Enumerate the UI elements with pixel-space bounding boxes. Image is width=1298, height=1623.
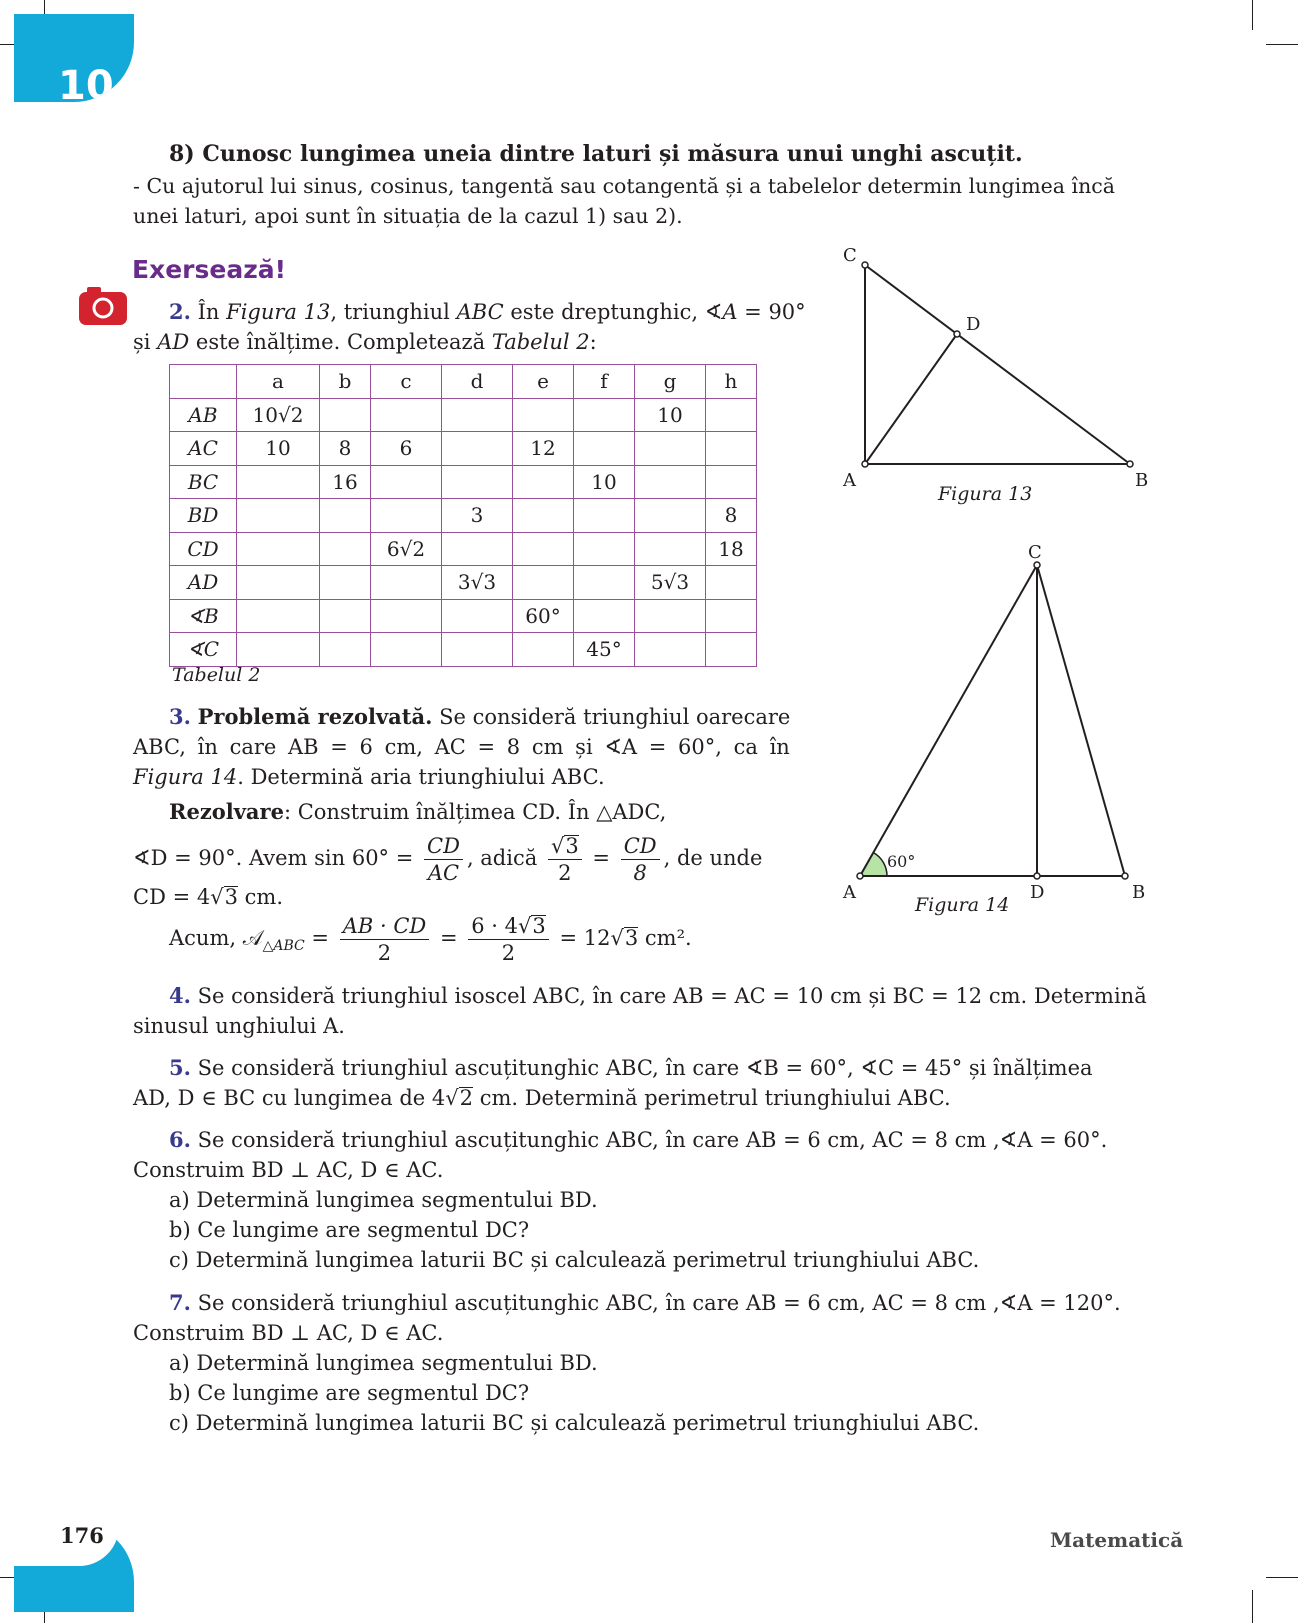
ex3-area xyxy=(169,908,692,976)
table-cell xyxy=(513,633,574,667)
sqrt-sign: √ xyxy=(550,834,565,858)
ex6-part-a: a) Determină lungimea segmentului BD. xyxy=(169,1188,598,1212)
table-2 xyxy=(169,364,757,667)
table-cell xyxy=(320,566,371,600)
table-cell xyxy=(320,633,371,667)
case8-line1: - Cu ajutorul lui sinus, cosinus, tangentă sau cotangentă și a tabelelor determin lungimea încă xyxy=(133,174,1115,198)
table-cell xyxy=(706,432,757,466)
table-cell xyxy=(371,465,442,499)
numerator xyxy=(468,913,549,940)
radicand: 3 xyxy=(624,926,639,950)
table-cell: 18 xyxy=(706,532,757,566)
page-number: 176 xyxy=(60,1523,104,1548)
column-header: b xyxy=(320,365,371,399)
figure-caption: Figura 13 xyxy=(938,483,1033,505)
ex5-line1 xyxy=(169,1053,1093,1083)
text: ABC xyxy=(456,300,504,324)
text: , adică xyxy=(466,846,538,870)
table-cell xyxy=(513,532,574,566)
table-cell xyxy=(706,599,757,633)
table-header-row xyxy=(170,365,757,399)
crop-mark xyxy=(1252,0,1253,30)
text: CD = 4 xyxy=(133,885,211,909)
table-cell xyxy=(635,432,706,466)
table-row xyxy=(170,566,757,600)
ex2-line1 xyxy=(169,297,806,327)
table-row xyxy=(170,599,757,633)
vertex-label: D xyxy=(966,314,981,335)
figure-ref: Figura 14 xyxy=(133,765,238,789)
table-cell: 6 xyxy=(371,432,442,466)
table-cell xyxy=(442,465,513,499)
denominator: 8 xyxy=(633,861,647,885)
vertex-label: B xyxy=(1132,882,1146,903)
text: Se consideră triunghiul ascuțitunghic ABC, în care ∢B = 60°, ∢C = 45° și înălțimea xyxy=(197,1056,1093,1080)
crop-mark xyxy=(1252,1590,1253,1623)
table-cell xyxy=(635,499,706,533)
row-header: AC xyxy=(170,432,237,466)
figure-ref: Figura 13 xyxy=(226,300,331,324)
text: Se consideră triunghiul ascuțitunghic ABC, în care AB = 6 cm, AC = 8 cm ,∢A = 60°. xyxy=(197,1128,1108,1152)
table-cell xyxy=(371,566,442,600)
denominator: AC xyxy=(427,861,460,885)
table-row xyxy=(170,398,757,432)
text: Se consideră triunghiul isoscel ABC, în care AB = AC = 10 cm și BC = 12 cm. Determină xyxy=(197,984,1147,1008)
figure-13 xyxy=(830,240,1150,510)
row-header: AB xyxy=(170,398,237,432)
sqrt-sign: √ xyxy=(610,926,624,950)
denominator: 2 xyxy=(558,861,572,885)
exercise-number: 5. xyxy=(169,1055,191,1080)
table-cell xyxy=(320,599,371,633)
figure-14 xyxy=(830,530,1150,920)
ex7-part-c: c) Determină lungimea laturii BC și calculează perimetrul triunghiului ABC. xyxy=(169,1411,980,1435)
table-cell xyxy=(635,633,706,667)
ex3-step xyxy=(133,828,762,888)
fraction xyxy=(340,913,430,966)
table-cell: 3 xyxy=(442,499,513,533)
text: : Construim înălțimea CD. În △ADC, xyxy=(283,800,667,824)
table-cell: 6√2 xyxy=(371,532,442,566)
column-header: d xyxy=(442,365,513,399)
column-header: c xyxy=(371,365,442,399)
table-cell: 10√2 xyxy=(237,398,320,432)
column-header: a xyxy=(237,365,320,399)
ex6-line1 xyxy=(169,1125,1107,1155)
text: : xyxy=(589,330,597,354)
fraction xyxy=(621,833,660,886)
text: , de unde xyxy=(663,846,763,870)
table-cell xyxy=(371,398,442,432)
crop-mark xyxy=(1266,1577,1298,1578)
radicand: 3 xyxy=(565,834,579,858)
camera-icon[interactable] xyxy=(78,286,128,326)
table-corner xyxy=(170,365,237,399)
table-cell xyxy=(706,398,757,432)
text: = xyxy=(311,926,330,950)
table-cell xyxy=(237,566,320,600)
vertex-label: D xyxy=(1030,882,1045,903)
row-header: CD xyxy=(170,532,237,566)
table-cell xyxy=(237,599,320,633)
figure-caption: Figura 14 xyxy=(915,894,1010,916)
text: cm. Determină perimetrul triunghiului ABC. xyxy=(479,1086,951,1110)
table-cell xyxy=(574,432,635,466)
table-row xyxy=(170,532,757,566)
ex4-line1 xyxy=(169,981,1147,1011)
solution-label: Rezolvare xyxy=(169,799,284,824)
table-cell xyxy=(635,465,706,499)
ex6-line2: Construim BD ⊥ AC, D ∈ AC. xyxy=(133,1158,444,1182)
text: = xyxy=(439,926,458,950)
text: cm². xyxy=(644,926,692,950)
table-cell: 5√3 xyxy=(635,566,706,600)
sqrt-sign: √ xyxy=(210,885,224,909)
radicand: 3 xyxy=(532,914,546,938)
table-cell xyxy=(442,398,513,432)
vertex-label: C xyxy=(1028,542,1042,563)
text: . Determină aria triunghiului ABC. xyxy=(237,765,605,789)
exercise-number: 2. xyxy=(169,299,191,324)
text: A xyxy=(722,300,738,324)
ex3-line1 xyxy=(169,702,790,732)
table-cell: 45° xyxy=(574,633,635,667)
table-cell xyxy=(237,465,320,499)
vertex-label: C xyxy=(843,245,857,266)
text: 6 · 4 xyxy=(471,914,518,938)
ex5-line2 xyxy=(133,1083,951,1113)
text: În xyxy=(197,300,220,324)
table-cell xyxy=(513,398,574,432)
text: Acum, 𝒜 xyxy=(169,926,263,950)
subscript: △ABC xyxy=(262,938,305,955)
ex6-part-b: b) Ce lungime are segmentul DC? xyxy=(169,1218,530,1242)
table-cell: 16 xyxy=(320,465,371,499)
table-cell xyxy=(706,633,757,667)
table-row xyxy=(170,465,757,499)
table-cell: 3√3 xyxy=(442,566,513,600)
table-cell xyxy=(442,532,513,566)
table-cell xyxy=(320,398,371,432)
table-cell xyxy=(574,566,635,600)
table-cell: 8 xyxy=(320,432,371,466)
table-cell xyxy=(574,599,635,633)
numerator: CD xyxy=(424,833,463,860)
row-header: BC xyxy=(170,465,237,499)
table-cell xyxy=(706,465,757,499)
exercise-number: 7. xyxy=(169,1290,191,1315)
table-row xyxy=(170,499,757,533)
ex3-line3 xyxy=(133,762,605,792)
table-cell: 10 xyxy=(237,432,320,466)
text: AD xyxy=(157,330,190,354)
ex3-line2: ABC, în care AB = 6 cm, AC = 8 cm și ∢A = 60°, ca în xyxy=(133,735,790,759)
table-cell xyxy=(574,532,635,566)
text: și xyxy=(133,330,151,354)
table-cell: 8 xyxy=(706,499,757,533)
exercise-number: 6. xyxy=(169,1127,191,1152)
text: = 12 xyxy=(559,926,611,950)
column-header: f xyxy=(574,365,635,399)
exercise-number: 4. xyxy=(169,983,191,1008)
table-cell xyxy=(442,599,513,633)
subject-footer: Matematică xyxy=(1050,1528,1184,1552)
table-cell xyxy=(320,532,371,566)
row-header: AD xyxy=(170,566,237,600)
vertex-label: A xyxy=(843,882,856,903)
table-row xyxy=(170,432,757,466)
column-header: e xyxy=(513,365,574,399)
row-header: ∢C xyxy=(170,633,237,667)
case8-title: 8) Cunosc lungimea uneia dintre laturi și măsura unui unghi ascuțit. xyxy=(169,141,1023,167)
chapter-tab xyxy=(14,14,134,102)
table-cell xyxy=(371,599,442,633)
table-cell xyxy=(320,499,371,533)
table-cell xyxy=(513,465,574,499)
table-cell xyxy=(635,532,706,566)
text: = xyxy=(592,846,610,870)
table-cell xyxy=(635,599,706,633)
table-cell xyxy=(237,532,320,566)
column-header: h xyxy=(706,365,757,399)
numerator: CD xyxy=(621,833,660,860)
vertex-label: A xyxy=(843,470,856,491)
text: Se consideră triunghiul ascuțitunghic ABC, în care AB = 6 cm, AC = 8 cm ,∢A = 120°. xyxy=(197,1291,1121,1315)
row-header: ∢B xyxy=(170,599,237,633)
column-header: g xyxy=(635,365,706,399)
fraction xyxy=(548,833,582,886)
table-cell: 10 xyxy=(635,398,706,432)
solved-problem-title: Problemă rezolvată. xyxy=(197,704,433,729)
table-cell xyxy=(442,633,513,667)
table-cell xyxy=(237,499,320,533)
numerator: AB · CD xyxy=(340,913,430,940)
ex7-part-b: b) Ce lungime are segmentul DC? xyxy=(169,1381,530,1405)
ex2-line2 xyxy=(133,327,597,357)
text: este dreptunghic, ∢ xyxy=(510,300,723,324)
ex4-line2: sinusul unghiului A. xyxy=(133,1014,345,1038)
ex3-solution-line xyxy=(169,797,666,827)
text: este înălțime. Completează xyxy=(195,330,486,354)
denominator: 2 xyxy=(377,941,392,965)
sqrt-sign: √ xyxy=(517,914,532,938)
table-cell xyxy=(574,499,635,533)
denominator: 2 xyxy=(501,941,516,965)
chapter-number: 10 xyxy=(58,63,114,102)
table-caption: Tabelul 2 xyxy=(172,664,261,686)
ex7-part-a: a) Determină lungimea segmentului BD. xyxy=(169,1351,598,1375)
fraction xyxy=(424,833,463,886)
text: ∢D = 90°. Avem sin 60° = xyxy=(133,846,414,870)
ex7-line1 xyxy=(169,1288,1121,1318)
ex7-line2: Construim BD ⊥ AC, D ∈ AC. xyxy=(133,1321,444,1345)
radicand: 3 xyxy=(224,885,238,909)
row-header: BD xyxy=(170,499,237,533)
text: , triunghiul xyxy=(330,300,450,324)
angle-label: 60° xyxy=(887,852,916,871)
text: = 90° xyxy=(744,300,806,324)
exercise-number: 3. xyxy=(169,704,191,729)
table-cell xyxy=(513,566,574,600)
crop-mark xyxy=(1266,44,1298,45)
text: AD, D ∈ BC cu lungimea de 4 xyxy=(133,1086,446,1110)
text: Se consideră triunghiul oarecare xyxy=(439,705,791,729)
table-cell xyxy=(442,432,513,466)
table-cell xyxy=(371,499,442,533)
table-cell: 12 xyxy=(513,432,574,466)
table-cell: 10 xyxy=(574,465,635,499)
section-heading: Exersează! xyxy=(132,255,287,284)
fraction xyxy=(468,913,549,966)
radicand: 2 xyxy=(459,1086,473,1110)
table-cell xyxy=(574,398,635,432)
case8-line2: unei laturi, apoi sunt în situația de la cazul 1) sau 2). xyxy=(133,204,683,228)
numerator xyxy=(548,833,582,860)
ex6-part-c: c) Determină lungimea laturii BC și calculează perimetrul triunghiului ABC. xyxy=(169,1248,980,1272)
table-cell xyxy=(513,499,574,533)
vertex-label: B xyxy=(1135,470,1149,491)
table-cell xyxy=(706,566,757,600)
table-ref: Tabelul 2 xyxy=(491,330,590,354)
text: cm. xyxy=(244,885,284,909)
table-cell xyxy=(371,633,442,667)
angle-marker xyxy=(860,853,887,876)
sqrt-sign: √ xyxy=(445,1086,459,1110)
table-cell: 60° xyxy=(513,599,574,633)
